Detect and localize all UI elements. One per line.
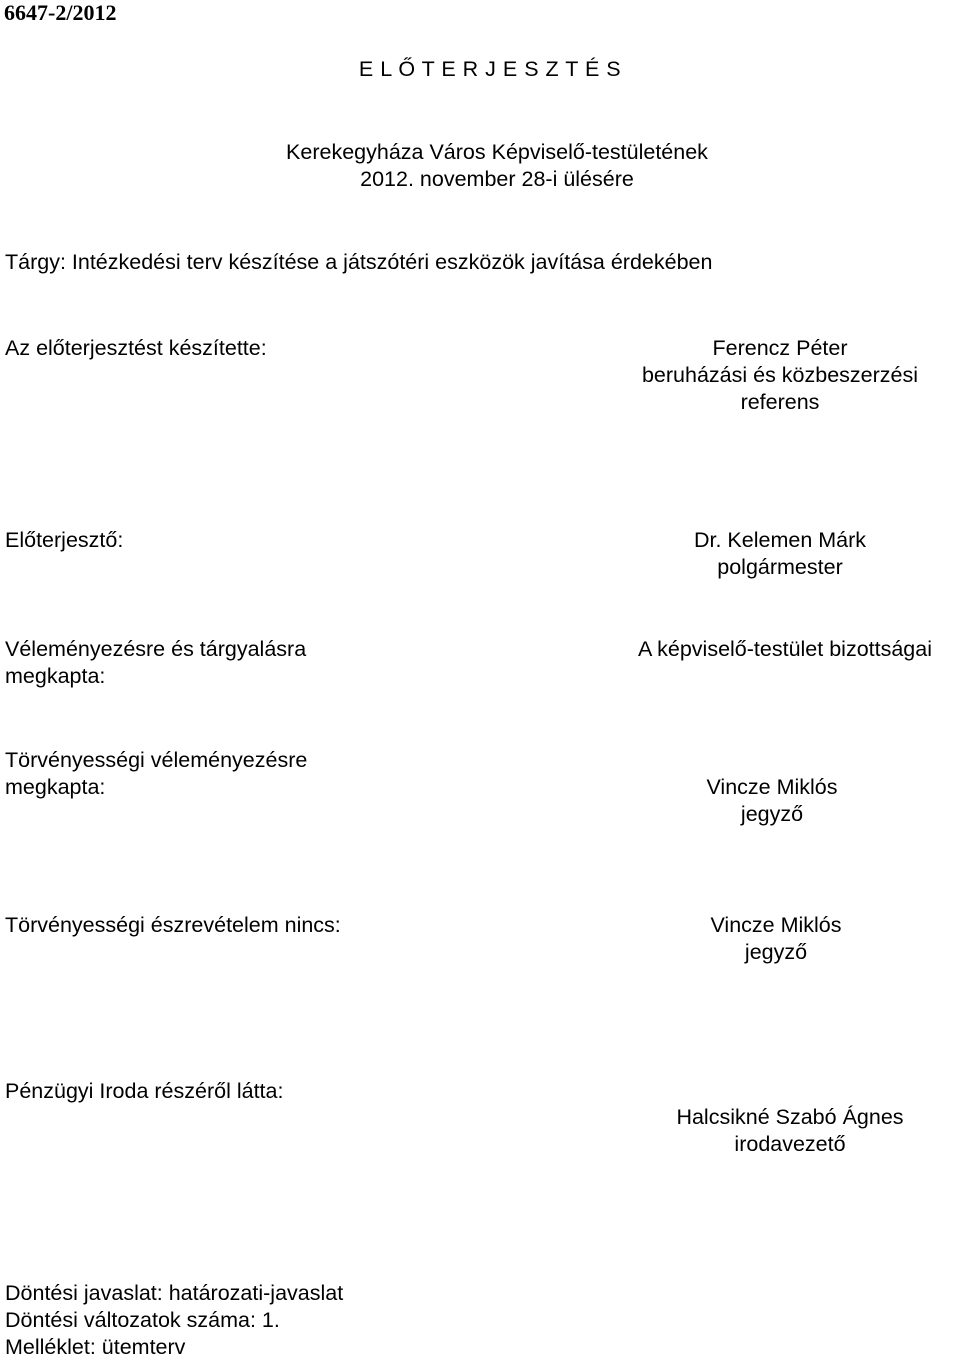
decision-variants: Döntési változatok száma: 1. bbox=[5, 1308, 280, 1332]
legal-remark-name: Vincze Miklós bbox=[710, 913, 842, 937]
legal-review-role: jegyző bbox=[740, 802, 804, 826]
document-number: 6647-2/2012 bbox=[4, 0, 117, 25]
legal-review-name: Vincze Miklós bbox=[706, 775, 838, 799]
decision-proposal: Döntési javaslat: határozati-javaslat bbox=[5, 1281, 344, 1305]
addressee-line-1: Kerekegyháza Város Képviselő-testületének bbox=[286, 140, 708, 164]
review-label-2: megkapta: bbox=[5, 664, 106, 688]
addressee-line-2: 2012. november 28-i ülésére bbox=[360, 167, 634, 191]
submitter-role: polgármester bbox=[717, 555, 843, 579]
finance-name: Halcsikné Szabó Ágnes bbox=[676, 1105, 904, 1129]
legal-review-label-1: Törvényességi véleményezésre bbox=[5, 748, 308, 772]
attachment: Melléklet: ütemterv bbox=[5, 1335, 186, 1359]
review-label-1: Véleményezésre és tárgyalásra bbox=[5, 637, 307, 661]
document-title: E L Ő T E R J E S Z T É S bbox=[358, 57, 622, 81]
legal-review-label-2: megkapta: bbox=[5, 775, 106, 799]
submitter-label: Előterjesztő: bbox=[5, 528, 124, 552]
prepared-by-name: Ferencz Péter bbox=[712, 336, 848, 360]
subject: Tárgy: Intézkedési terv készítése a játszótéri eszközök javítása érdekében bbox=[5, 250, 713, 274]
legal-remark-role: jegyző bbox=[744, 940, 808, 964]
prepared-by-label: Az előterjesztést készítette: bbox=[5, 336, 267, 360]
prepared-by-role-1: beruházási és közbeszerzési bbox=[641, 363, 919, 387]
legal-remark-label: Törvényességi észrevételem nincs: bbox=[5, 913, 341, 937]
review-value: A képviselő-testület bizottságai bbox=[638, 637, 932, 661]
submitter-name: Dr. Kelemen Márk bbox=[693, 528, 867, 552]
finance-role: irodavezető bbox=[734, 1132, 846, 1156]
finance-label: Pénzügyi Iroda részéről látta: bbox=[5, 1079, 284, 1103]
prepared-by-role-2: referens bbox=[740, 390, 820, 414]
